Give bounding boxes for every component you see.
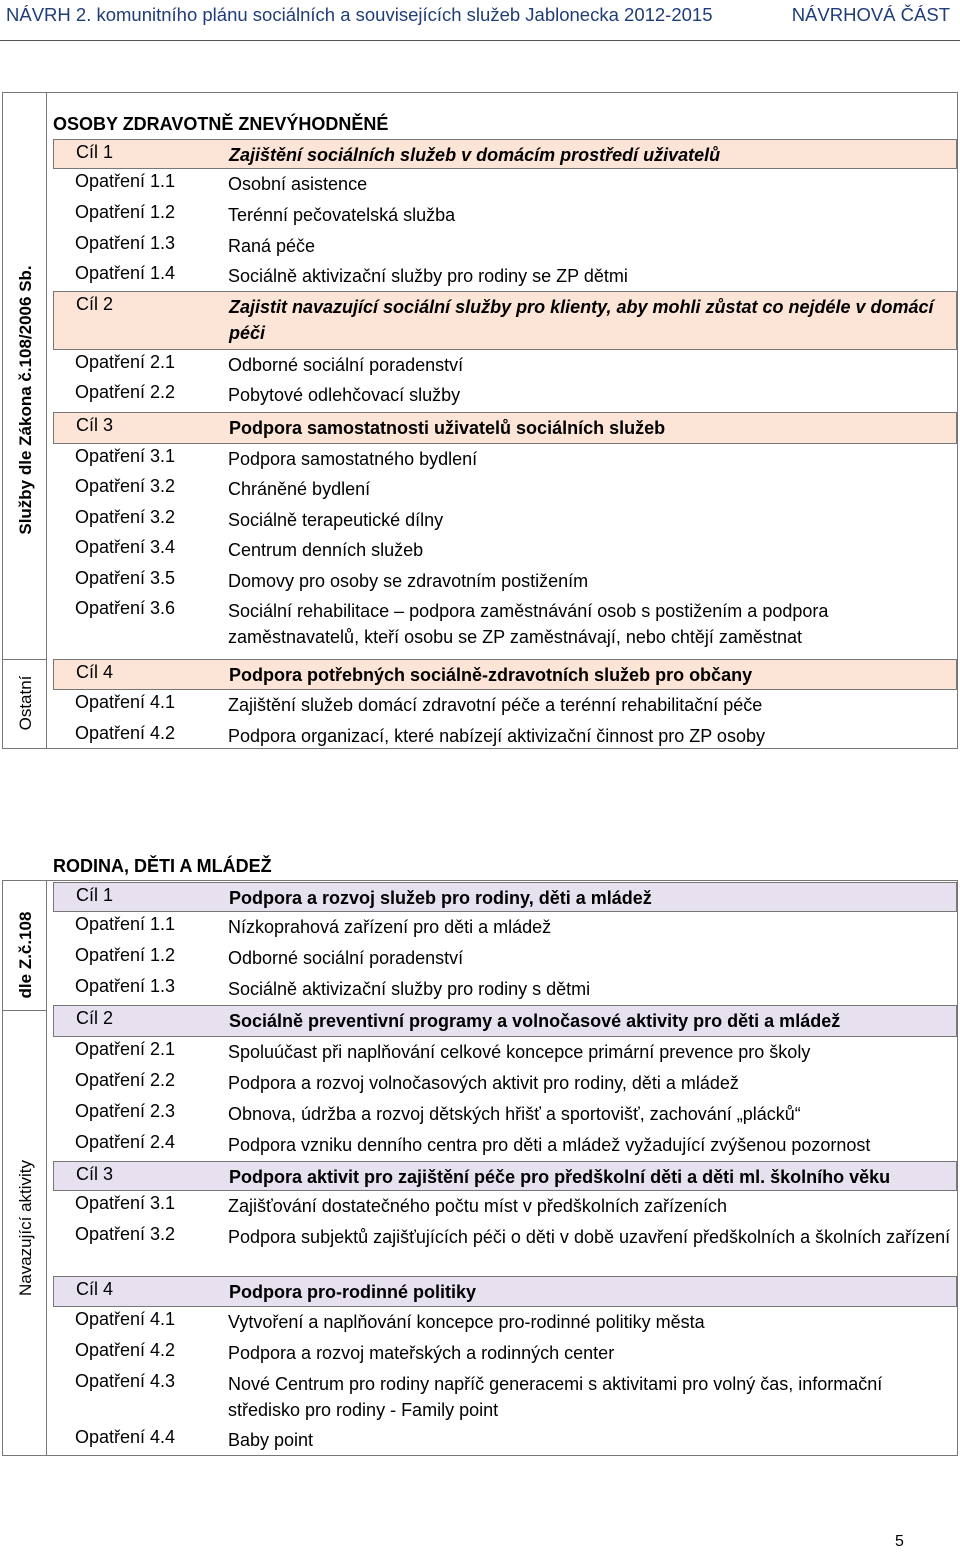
measure-row: [53, 169, 957, 199]
section2-label-divider: [46, 880, 47, 1456]
side-label-services: Služby dle Zákona č.108/2006 Sb.: [16, 265, 35, 535]
measure-code: Opatření 4.1: [75, 1309, 176, 1329]
measure-text: Podpora samostatného bydlení: [228, 449, 478, 469]
measure-row: [53, 912, 957, 943]
document-title: NÁVRH 2. komunitního plánu sociálních a souvisejících služeb Jablonecka 2012-2015: [6, 4, 713, 25]
goal-text: Zajistit navazující sociální služby pro klienty, aby mohli zůstat co nejdéle v domácí péči: [229, 297, 934, 343]
measure-text: Nízkoprahová zařízení pro děti a mládež: [228, 917, 552, 937]
measure-text: Podpora subjektů zajišťujících péči o děti v době uzavření předškolních a školních zařízení: [228, 1227, 951, 1247]
goal-row: [53, 412, 957, 444]
goal-text: Podpora pro-rodinné politiky: [229, 1282, 476, 1302]
measure-code: Opatření 1.4: [75, 263, 176, 283]
measure-row: [53, 350, 957, 380]
measure-text: Terénní pečovatelská služba: [228, 205, 456, 225]
measure-row: [53, 505, 957, 535]
measure-row: [53, 1338, 957, 1369]
document-part: NÁVRHOVÁ ČÁST: [791, 4, 950, 25]
measure-text: Spoluúčast při naplňování celkové koncepce primární prevence pro školy: [228, 1042, 811, 1062]
measure-text: Sociálně aktivizační služby pro rodiny s dětmi: [228, 979, 591, 999]
measure-code: Opatření 2.3: [75, 1101, 176, 1121]
goal-code: Cíl 2: [76, 1008, 114, 1028]
section-title: OSOBY ZDRAVOTNĚ ZNEVÝHODNĚNÉ: [53, 114, 389, 134]
side-label-other: Ostatní: [16, 675, 35, 731]
measure-text: Odborné sociální poradenství: [228, 948, 464, 968]
measure-text: Pobytové odlehčovací služby: [228, 385, 461, 405]
goal-text: Podpora potřebných sociálně-zdravotních služeb pro občany: [229, 665, 753, 685]
goal-row: [53, 1005, 957, 1037]
measure-text: Domovy pro osoby se zdravotním postižením: [228, 571, 589, 591]
measure-row: [53, 690, 957, 721]
measure-code: Opatření 1.3: [75, 976, 176, 996]
measure-text: Sociálně terapeutické dílny: [228, 510, 444, 530]
measure-row: [53, 1099, 957, 1130]
goal-code: Cíl 2: [76, 294, 114, 314]
measure-code: Opatření 1.2: [75, 945, 176, 965]
measure-row: [53, 1037, 957, 1068]
measure-row: [53, 231, 957, 261]
measure-code: Opatření 3.2: [75, 1224, 176, 1244]
measure-text: Baby point: [228, 1430, 314, 1450]
measure-code: Opatření 4.2: [75, 1340, 176, 1360]
measure-row: [53, 943, 957, 974]
measure-code: Opatření 3.4: [75, 537, 176, 557]
measure-text: Chráněné bydlení: [228, 479, 371, 499]
measure-row: [53, 261, 957, 291]
measure-row: [53, 380, 957, 410]
goal-row: [53, 659, 957, 690]
goal-code: Cíl 4: [76, 662, 114, 682]
measure-text: Podpora a rozvoj volnočasových aktivit pro rodiny, děti a mládež: [228, 1073, 739, 1093]
measure-code: Opatření 4.3: [75, 1371, 176, 1391]
measure-code: Opatření 3.1: [75, 1193, 176, 1213]
goal-text: Podpora aktivit pro zajištění péče pro předškolní děti a děti ml. školního věku: [229, 1167, 891, 1187]
measure-code: Opatření 1.1: [75, 171, 176, 191]
goal-row: [53, 882, 957, 912]
measure-code: Opatření 3.2: [75, 507, 176, 527]
measure-row: [53, 721, 957, 752]
goal-text: Podpora a rozvoj služeb pro rodiny, děti a mládež: [229, 888, 652, 908]
measure-row: [53, 474, 957, 505]
measure-row: [53, 444, 957, 474]
goal-code: Cíl 1: [76, 885, 114, 905]
measure-row: [53, 1425, 957, 1455]
measure-row: [53, 1130, 957, 1161]
measure-code: Opatření 2.2: [75, 382, 176, 402]
measure-text: Centrum denních služeb: [228, 540, 424, 560]
measure-text: Odborné sociální poradenství: [228, 355, 464, 375]
measure-text: Vytvoření a naplňování koncepce pro-rodinné politiky města: [228, 1312, 705, 1332]
measure-code: Opatření 1.3: [75, 233, 176, 253]
measure-code: Opatření 4.1: [75, 692, 176, 712]
measure-row: [53, 1191, 957, 1222]
measure-code: Opatření 1.1: [75, 914, 176, 934]
measure-row: [53, 1222, 957, 1276]
measure-row: [53, 566, 957, 596]
measure-row: [53, 1068, 957, 1099]
measure-code: Opatření 4.4: [75, 1427, 176, 1447]
goal-text: Podpora samostatnosti uživatelů sociálních služeb: [229, 418, 666, 438]
measure-code: Opatření 2.1: [75, 1039, 176, 1059]
goal-row: [53, 291, 957, 350]
measure-text: Nové Centrum pro rodiny napříč generacemi s aktivitami pro volný čas, informační středisko pro rodiny - Family point: [228, 1374, 883, 1420]
section2-label-split: [2, 1010, 46, 1011]
section1-label-divider: [46, 92, 47, 749]
goal-code: Cíl 1: [76, 142, 114, 162]
measure-text: Raná péče: [228, 236, 316, 256]
measure-text: Sociální rehabilitace – podpora zaměstnávání osob s postižením a podpora zaměstnavatelů, kteří osobu se ZP zaměstnávají, nebo chtějí zaměstnat: [228, 601, 829, 647]
page-header: [0, 0, 960, 41]
goal-row: [53, 1161, 957, 1191]
measure-text: Podpora a rozvoj mateřských a rodinných center: [228, 1343, 615, 1363]
measure-row: [53, 200, 957, 231]
goal-code: Cíl 3: [76, 415, 114, 435]
side-label-follow-up: Navazující aktivity: [16, 1159, 35, 1297]
goal-row: [53, 1276, 957, 1307]
measure-text: Zajišťování dostatečného počtu míst v předškolních zařízeních: [228, 1196, 728, 1216]
side-label-law: dle Z.č.108: [16, 911, 35, 999]
goal-text: Zajištění sociálních služeb v domácím prostředí uživatelů: [229, 145, 721, 165]
measure-code: Opatření 1.2: [75, 202, 176, 222]
measure-row: [53, 1307, 957, 1338]
measure-row: [53, 535, 957, 566]
measure-row: [53, 1369, 957, 1425]
section-title: RODINA, DĚTI A MLÁDEŽ: [53, 856, 272, 876]
page-number: 5: [895, 1533, 904, 1550]
measure-code: Opatření 3.1: [75, 446, 176, 466]
measure-code: Opatření 3.6: [75, 598, 176, 618]
measure-code: Opatření 2.1: [75, 352, 176, 372]
measure-text: Osobní asistence: [228, 174, 368, 194]
goal-row: [53, 139, 957, 169]
measure-code: Opatření 2.4: [75, 1132, 176, 1152]
measure-code: Opatření 2.2: [75, 1070, 176, 1090]
measure-code: Opatření 3.5: [75, 568, 176, 588]
goal-text: Sociálně preventivní programy a volnočasové aktivity pro děti a mládež: [229, 1011, 841, 1031]
measure-text: Podpora vzniku denního centra pro děti a mládež vyžadující zvýšenou pozornost: [228, 1135, 871, 1155]
measure-code: Opatření 4.2: [75, 723, 176, 743]
section1-label-split: [2, 659, 46, 660]
measure-code: Opatření 3.2: [75, 476, 176, 496]
measure-row: [53, 974, 957, 1005]
goal-code: Cíl 3: [76, 1164, 114, 1184]
measure-text: Obnova, údržba a rozvoj dětských hřišť a sportovišť, zachování „plácků“: [228, 1104, 801, 1124]
measure-text: Podpora organizací, které nabízejí aktivizační činnost pro ZP osoby: [228, 726, 765, 746]
measure-row: [53, 596, 957, 658]
measure-text: Zajištění služeb domácí zdravotní péče a terénní rehabilitační péče: [228, 695, 763, 715]
measure-text: Sociálně aktivizační služby pro rodiny se ZP dětmi: [228, 266, 628, 286]
goal-code: Cíl 4: [76, 1279, 114, 1299]
